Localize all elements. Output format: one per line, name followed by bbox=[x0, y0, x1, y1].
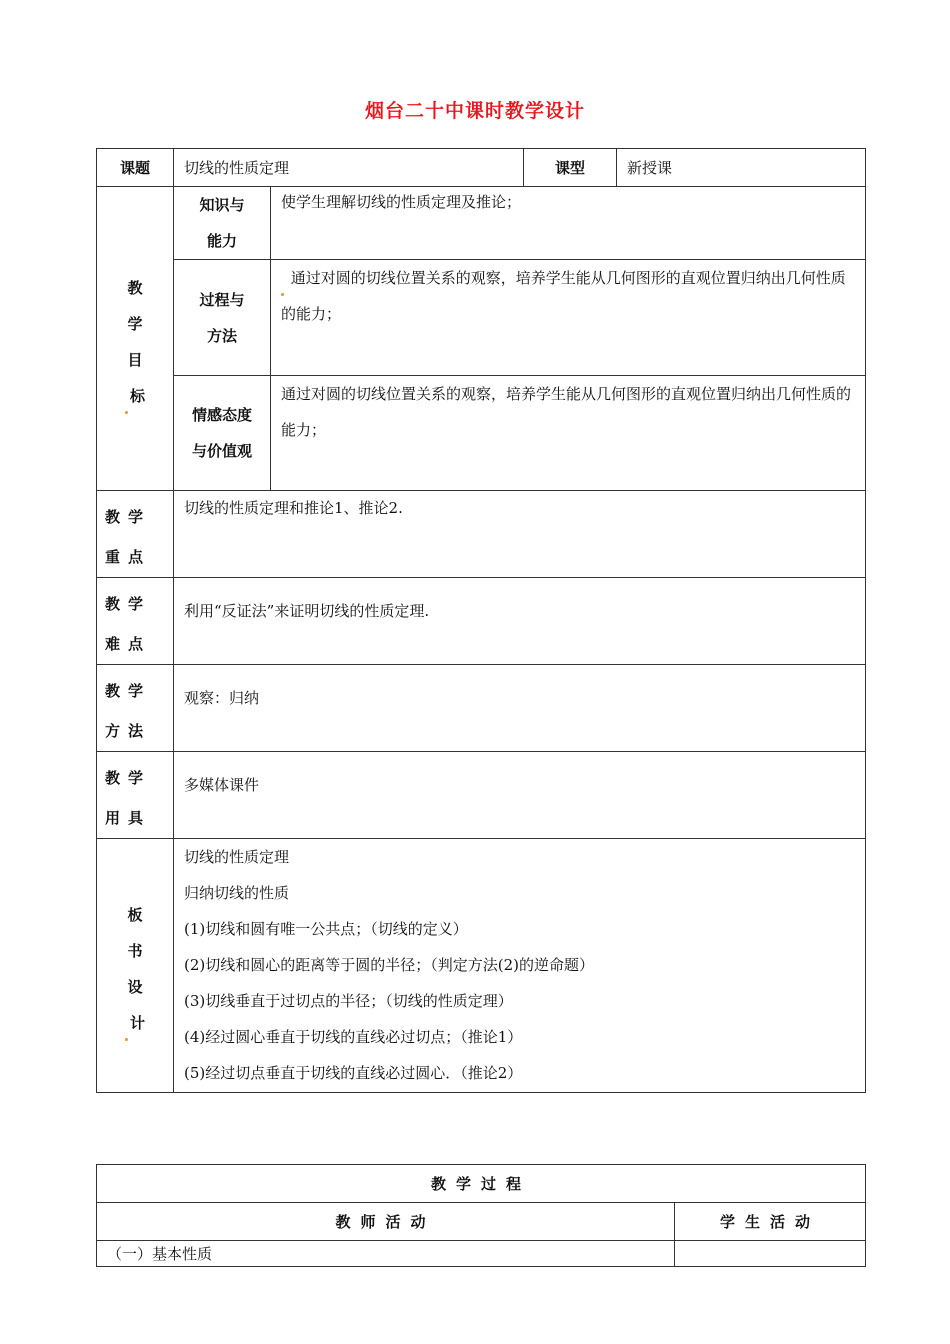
process-table bbox=[96, 1164, 866, 1267]
objectives-label-char: 教 bbox=[127, 278, 143, 297]
method-label: 教学方法 bbox=[97, 665, 174, 752]
objective-knowledge-text: 使学生理解切线的性质定理及推论； bbox=[271, 187, 866, 260]
board-label bbox=[97, 839, 174, 1093]
document-title: 烟台二十中课时教学设计 bbox=[364, 100, 585, 122]
board-line: (4)经过圆心垂直于切线的直线必过切点；（推论1） bbox=[184, 1028, 523, 1046]
key-point-text: 切线的性质定理和推论1、推论2. bbox=[174, 491, 866, 578]
difficulty-text: 利用“反证法”来证明切线的性质定理. bbox=[174, 578, 866, 665]
objectives-label-char: 目 bbox=[127, 350, 143, 369]
board-line: (3)切线垂直于过切点的半径；（切线的性质定理） bbox=[184, 992, 513, 1010]
tools-text: 多媒体课件 bbox=[174, 752, 866, 839]
method-text: 观察：归纳 bbox=[174, 665, 866, 752]
objectives-label-char: 学 bbox=[127, 314, 143, 333]
process-header: 教学过程 bbox=[97, 1165, 866, 1203]
board-line: (2)切线和圆心的距离等于圆的半径；（判定方法(2)的逆命题） bbox=[184, 956, 594, 974]
objectives-label bbox=[97, 187, 174, 491]
key-point-label: 教学重点 bbox=[97, 491, 174, 578]
topic-value: 切线的性质定理 bbox=[174, 149, 524, 187]
board-line: 归纳切线的性质 bbox=[184, 884, 290, 902]
board-label-char: 板 bbox=[127, 905, 143, 924]
board-label-char: 计 bbox=[97, 1005, 173, 1041]
board-content bbox=[174, 839, 866, 1093]
type-value: 新授课 bbox=[617, 149, 866, 187]
tools-label: 教学用具 bbox=[97, 752, 174, 839]
board-label-char: 设 bbox=[127, 977, 143, 996]
board-line: 切线的性质定理 bbox=[184, 848, 290, 866]
student-activity-header: 学生活动 bbox=[675, 1203, 866, 1241]
teacher-activity-header: 教师活动 bbox=[97, 1203, 675, 1241]
objective-process-text: 通过对圆的切线位置关系的观察，培养学生能从几何图形的直观位置归纳出几何性质的能力； bbox=[271, 260, 866, 376]
board-line: (1)切线和圆有唯一公共点；（切线的定义） bbox=[184, 920, 468, 938]
objective-attitude-text: 通过对圆的切线位置关系的观察，培养学生能从几何图形的直观位置归纳出几何性质的能力； bbox=[271, 376, 866, 491]
lesson-plan-table bbox=[96, 148, 866, 1093]
process-student-cell bbox=[675, 1241, 866, 1267]
board-line: (5)经过切点垂直于切线的直线必过圆心．（推论2） bbox=[184, 1064, 523, 1082]
type-label: 课型 bbox=[524, 149, 617, 187]
objective-attitude-label: 情感态度 与价值观 bbox=[174, 376, 271, 491]
difficulty-label: 教学难点 bbox=[97, 578, 174, 665]
board-label-char: 书 bbox=[127, 941, 143, 960]
objective-knowledge-label: 知识与 能力 bbox=[174, 187, 271, 260]
topic-label: 课题 bbox=[97, 149, 174, 187]
objective-process-label: 过程与 方法 bbox=[174, 260, 271, 376]
process-first-row: （一）基本性质 bbox=[97, 1241, 675, 1267]
objectives-label-char: 标 bbox=[97, 378, 173, 414]
